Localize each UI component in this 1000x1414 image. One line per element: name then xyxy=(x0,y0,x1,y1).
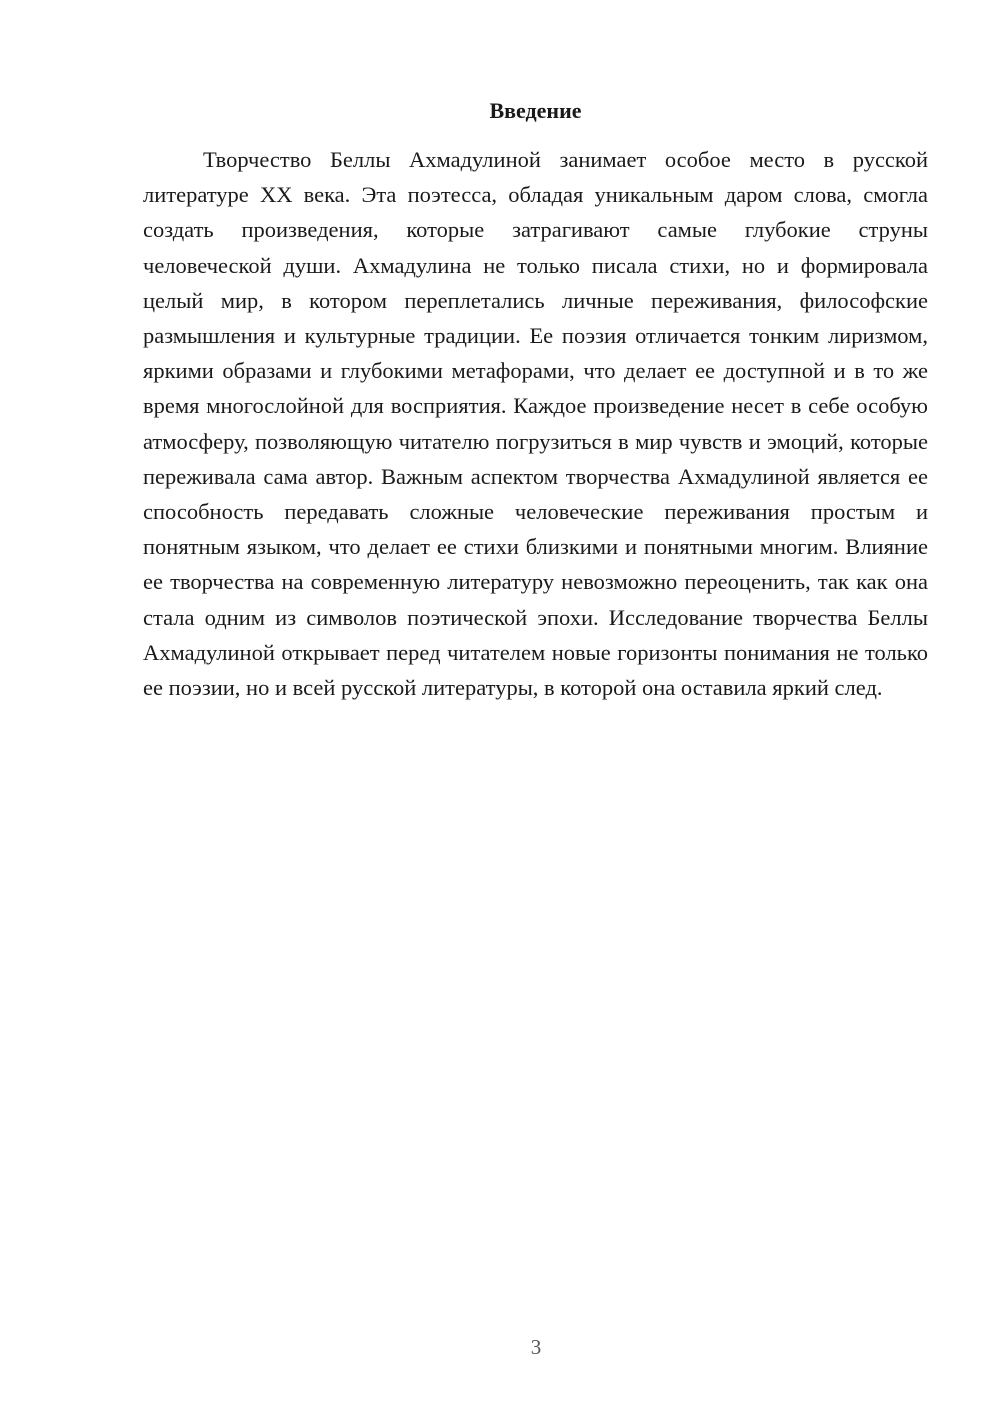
page-number: 3 xyxy=(530,1335,542,1359)
body-paragraph: Творчество Беллы Ахмадулиной занимает особое место в русской литературе XX века. Эта поэтесса, обладая уникальным даром слова, смогла создать произведения, которые затрагивают самые глубокие струны человеческой души. Ахмадулина не только писала стихи, но и формировала целый мир, в котором переплетались личные переживания, философские размышления и культурные традиции. Ее поэзия отличается тонким лиризмом, яркими образами и глубокими метафорами, что делает ее доступной и в то же время многослойной для восприятия. Каждое произведение несет в себе особую атмосферу, позволяющую читателю погрузиться в мир чувств и эмоций, которые переживала сама автор. Важным аспектом творчества Ахмадулиной является ее способность передавать сложные человеческие переживания простым и понятным языком, что делает ее стихи близкими и понятными многим. Влияние ее творчества на современную литературу невозможно переоценить, так как она стала одним из символов поэтической эпохи. Исследование творчества Беллы Ахмадулиной открывает перед читателем новые горизонты понимания не только ее поэзии, но и всей русской литературы, в которой она оставила яркий след. xyxy=(143,147,928,701)
section-title: Введение xyxy=(489,98,582,123)
